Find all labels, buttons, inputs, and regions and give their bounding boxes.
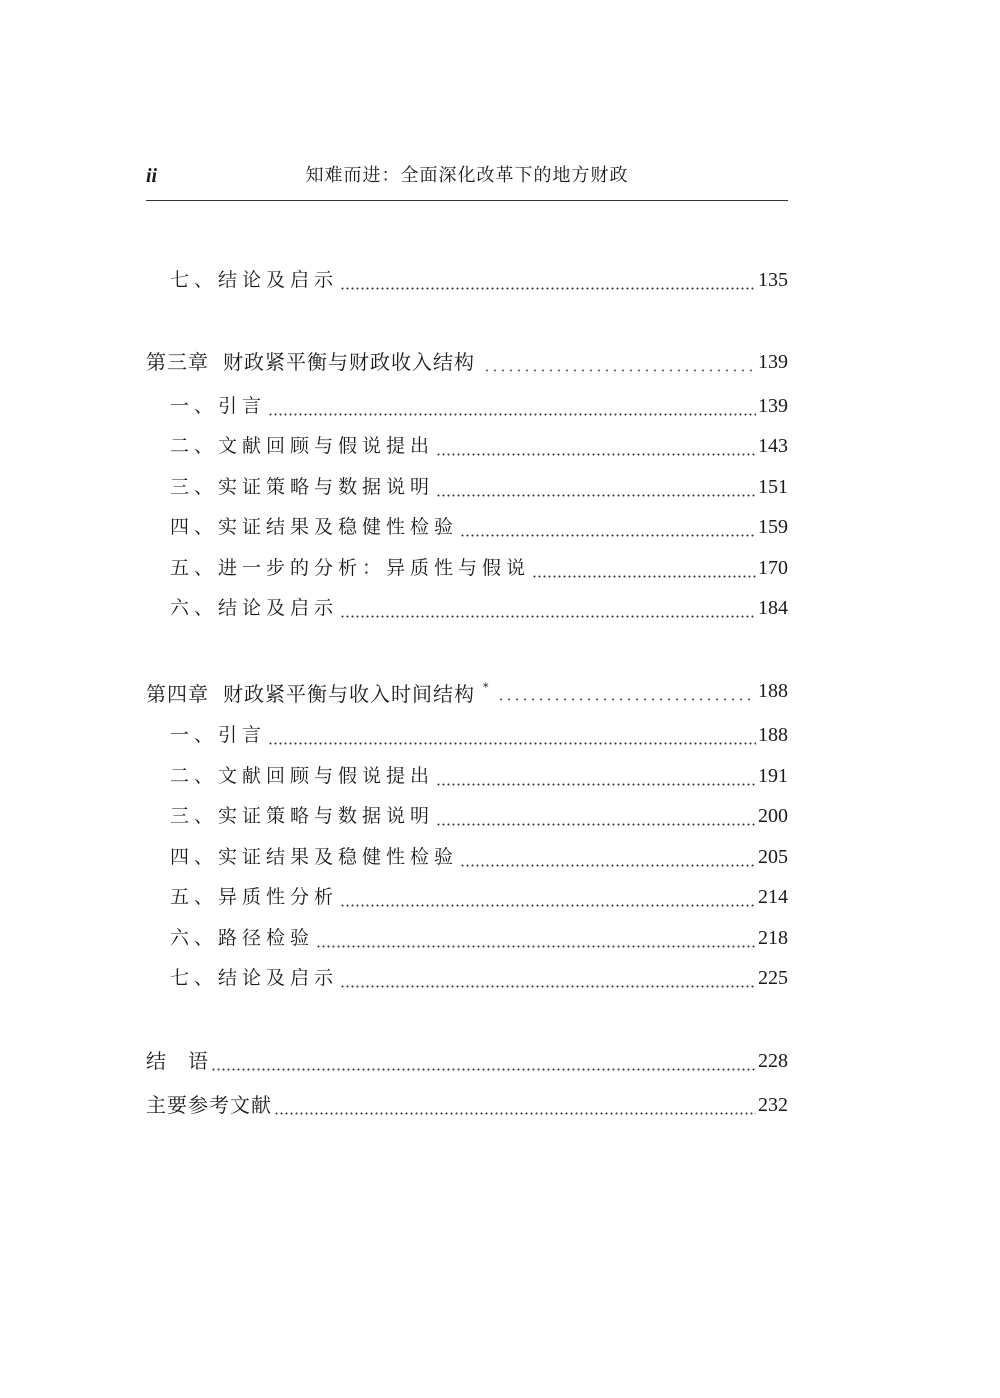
toc-entry[interactable]	[146, 430, 788, 462]
toc-entry-title: 主要参考文献	[146, 1093, 272, 1117]
toc-entry-title: 六、路径检验	[170, 927, 315, 949]
toc-entry[interactable]	[146, 264, 788, 296]
toc-entry[interactable]	[146, 511, 788, 543]
dot-leader	[316, 922, 756, 954]
chapter-page: 139	[758, 351, 788, 373]
chapter-page: 188	[758, 680, 788, 702]
toc-entry-title: 一、引言	[170, 395, 267, 417]
toc-entry-title: 六、结论及启示	[170, 597, 339, 619]
toc-entry[interactable]	[146, 390, 788, 422]
toc-entry-title: 二、文献回顾与假说提出	[170, 435, 435, 457]
toc-chapter-3[interactable]	[146, 346, 788, 378]
toc-entry-page: 232	[758, 1094, 788, 1116]
toc-entry[interactable]	[146, 471, 788, 503]
toc-entry-page: 228	[758, 1050, 788, 1072]
toc-entry[interactable]	[146, 962, 788, 994]
footnote-mark: *	[483, 681, 489, 694]
toc-entry[interactable]	[146, 922, 788, 954]
toc-entry[interactable]	[146, 881, 788, 913]
page-number: ii	[146, 165, 158, 187]
toc-entry-page: 188	[758, 724, 788, 746]
toc-entry-page: 151	[758, 476, 788, 498]
toc-entry-page: 135	[758, 269, 788, 291]
toc-entry-page: 218	[758, 927, 788, 949]
dot-leader	[211, 1045, 756, 1077]
dot-leader	[268, 390, 756, 422]
toc-entry-title: 三、实证策略与数据说明	[170, 476, 435, 498]
toc-back-matter-references[interactable]	[146, 1089, 788, 1121]
chapter-title: 财政紧平衡与财政收入结构	[223, 350, 475, 374]
dot-leader	[460, 841, 756, 873]
chapter-number: 第三章	[146, 350, 209, 374]
toc-entry-title: 一、引言	[170, 724, 267, 746]
toc-entry-page: 184	[758, 597, 788, 619]
dot-leader	[460, 511, 756, 543]
dot-leader	[436, 430, 756, 462]
toc-entry-title: 四、实证结果及稳健性检验	[170, 846, 459, 868]
chapter-heading	[146, 672, 489, 710]
toc-entry-title: 结 语	[146, 1049, 209, 1073]
toc-entry[interactable]	[146, 719, 788, 751]
chapter-number: 第四章	[146, 682, 209, 706]
dot-leader	[483, 346, 756, 378]
dot-leader	[532, 552, 756, 584]
toc-entry-page: 191	[758, 765, 788, 787]
dot-leader	[340, 264, 756, 296]
chapter-title: 财政紧平衡与收入时间结构	[223, 682, 475, 706]
toc-entry-title: 七、结论及启示	[170, 967, 339, 989]
toc-entry-title: 五、进一步的分析：异质性与假说	[170, 557, 531, 579]
book-title: 知难而进：全面深化改革下的地方财政	[305, 165, 629, 186]
toc-entry-page: 170	[758, 557, 788, 579]
toc-entry-title: 三、实证策略与数据说明	[170, 805, 435, 827]
toc-entry-page: 139	[758, 395, 788, 417]
toc-entry-title: 五、异质性分析	[170, 886, 339, 908]
toc-entry-page: 225	[758, 967, 788, 989]
toc-entry-page: 205	[758, 846, 788, 868]
chapter-heading	[146, 346, 475, 378]
dot-leader	[436, 800, 756, 832]
dot-leader	[436, 471, 756, 503]
dot-leader	[274, 1089, 756, 1121]
dot-leader	[268, 719, 756, 751]
dot-leader	[340, 592, 756, 624]
toc-entry[interactable]	[146, 760, 788, 792]
toc-entry-page: 200	[758, 805, 788, 827]
header-rule	[146, 200, 788, 201]
toc-entry-page: 143	[758, 435, 788, 457]
toc-entry-page: 214	[758, 886, 788, 908]
running-head	[146, 160, 788, 192]
dot-leader	[436, 760, 756, 792]
dot-leader	[340, 881, 756, 913]
toc-entry-title: 七、结论及启示	[170, 269, 339, 291]
toc-entry-title: 四、实证结果及稳健性检验	[170, 516, 459, 538]
toc-entry[interactable]	[146, 800, 788, 832]
toc-entry-page: 159	[758, 516, 788, 538]
dot-leader	[497, 675, 757, 707]
dot-leader	[340, 962, 756, 994]
toc-back-matter-conclusion[interactable]	[146, 1045, 788, 1077]
toc-entry[interactable]	[146, 592, 788, 624]
toc-entry-title: 二、文献回顾与假说提出	[170, 765, 435, 787]
toc-entry[interactable]	[146, 841, 788, 873]
toc-chapter-4[interactable]	[146, 675, 788, 707]
toc-entry[interactable]	[146, 552, 788, 584]
